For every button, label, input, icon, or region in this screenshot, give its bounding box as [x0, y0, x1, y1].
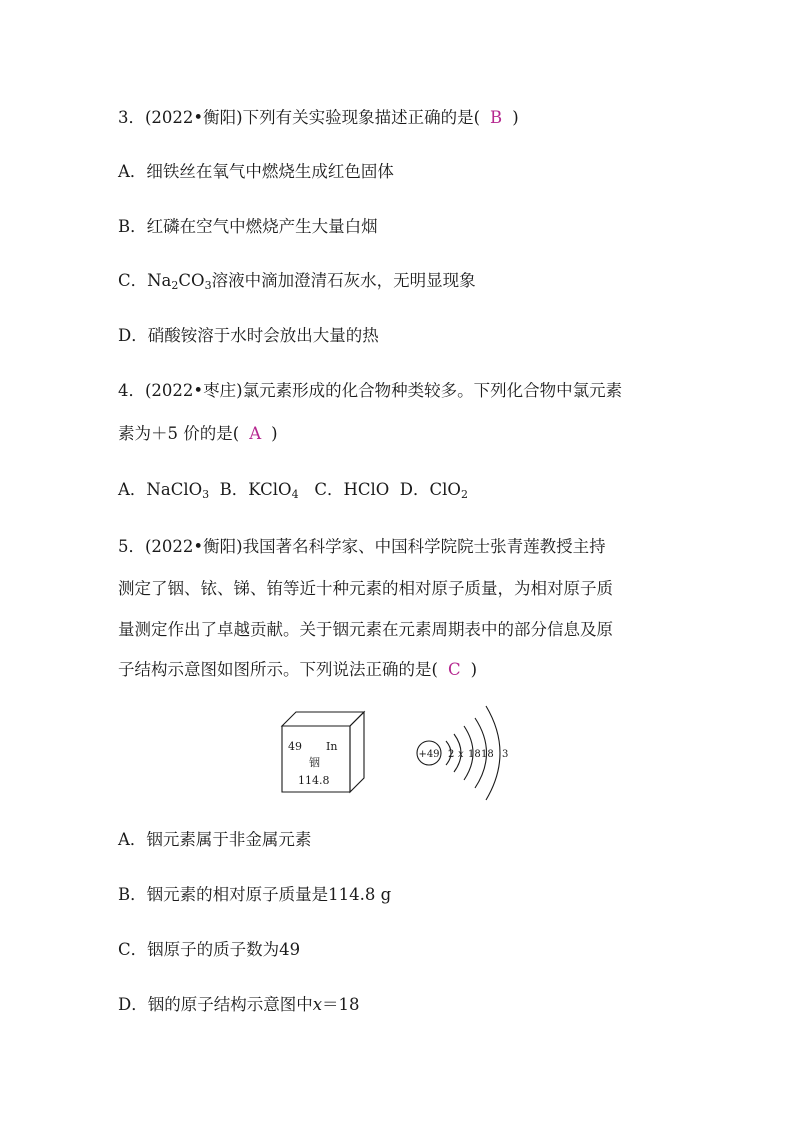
q3-option-c-p1: C．Na [118, 271, 172, 290]
q4-stem-line1: 4．(2022•枣庄)氯元素形成的化合物种类较多。下列化合物中氯元素 [118, 381, 623, 400]
q4-options [118, 478, 468, 502]
element-name: 铟 [309, 756, 320, 769]
q4-stem-line2-text: 素为＋5 价的是( [118, 424, 240, 443]
q3-option-c [118, 269, 476, 293]
q3-option-b: B．红磷在空气中燃烧产生大量白烟 [118, 217, 378, 236]
q5-stem-close: ) [470, 660, 477, 679]
q5-stem-line4 [118, 658, 477, 682]
element-symbol: In [326, 740, 338, 753]
q4-option-a-sub: 3 [202, 488, 210, 501]
q3-answer: B [490, 108, 503, 127]
q5-option-a: A．铟元素属于非金属元素 [118, 830, 312, 849]
q5-stem-line3: 量测定作出了卓越贡献。关于铟元素在元素周期表中的部分信息及原 [118, 620, 613, 639]
q5-stem-line2: 测定了铟、铱、锑、铕等近十种元素的相对原子质量，为相对原子质 [118, 579, 613, 598]
q3-option-a: A．细铁丝在氧气中燃烧生成红色固体 [118, 162, 394, 181]
indium-figure [278, 700, 518, 810]
nucleus-charge: +49 [418, 749, 440, 760]
q4-option-d-sub: 2 [460, 488, 468, 501]
shell-2-electrons: x [458, 749, 464, 760]
q4-stem-close: ) [271, 424, 278, 443]
q3-stem-close: ) [512, 108, 519, 127]
q3-stem [118, 106, 519, 130]
q4-option-b-sub: 4 [291, 488, 299, 501]
q3-option-d: D．硝酸铵溶于水时会放出大量的热 [118, 326, 379, 345]
q4-option-d [400, 478, 468, 502]
q4-answer: A [249, 424, 262, 443]
shell-3-electrons: 18 [468, 749, 481, 760]
element-cell-side [350, 712, 364, 792]
q5-option-d-value: ＝18 [322, 995, 360, 1014]
element-mass: 114.8 [298, 774, 330, 787]
q3-option-c-p3: 溶液中滴加澄清石灰水，无明显现象 [211, 271, 476, 290]
q4-option-c: C．HClO [314, 480, 390, 499]
shell-4-electrons: 18 [481, 749, 494, 760]
indium-figure-svg [278, 700, 518, 810]
q3-option-c-sub1: 2 [171, 279, 179, 292]
q3-option-c-p2: CO [178, 271, 205, 290]
q4-option-a [118, 478, 209, 502]
q5-option-c: C．铟原子的质子数为49 [118, 940, 301, 959]
q5-option-d [118, 993, 360, 1017]
q5-option-d-variable: x [312, 995, 323, 1014]
q5-answer: C [447, 660, 461, 679]
q3-stem-text: 3．(2022•衡阳)下列有关实验现象描述正确的是( [118, 108, 481, 127]
q5-stem-line1: 5．(2022•衡阳)我国著名科学家、中国科学院院士张青莲教授主持 [118, 537, 606, 556]
q4-option-b-text: B．KClO [219, 480, 292, 499]
q5-option-d-text: D．铟的原子结构示意图中 [118, 995, 313, 1014]
q4-stem-line2 [118, 422, 278, 446]
shell-5-electrons: 3 [502, 749, 509, 760]
element-number: 49 [288, 740, 302, 753]
shell-1-electrons: 2 [448, 749, 455, 760]
q4-option-b [220, 478, 299, 502]
q5-option-b: B．铟元素的相对原子质量是114.8 g [118, 885, 392, 904]
q4-option-d-text: D．ClO [399, 480, 461, 499]
q4-option-a-text: A．NaClO [118, 480, 203, 499]
q5-stem-line4-text: 子结构示意图如图所示。下列说法正确的是( [118, 660, 438, 679]
q3-option-c-sub2: 3 [204, 279, 212, 292]
